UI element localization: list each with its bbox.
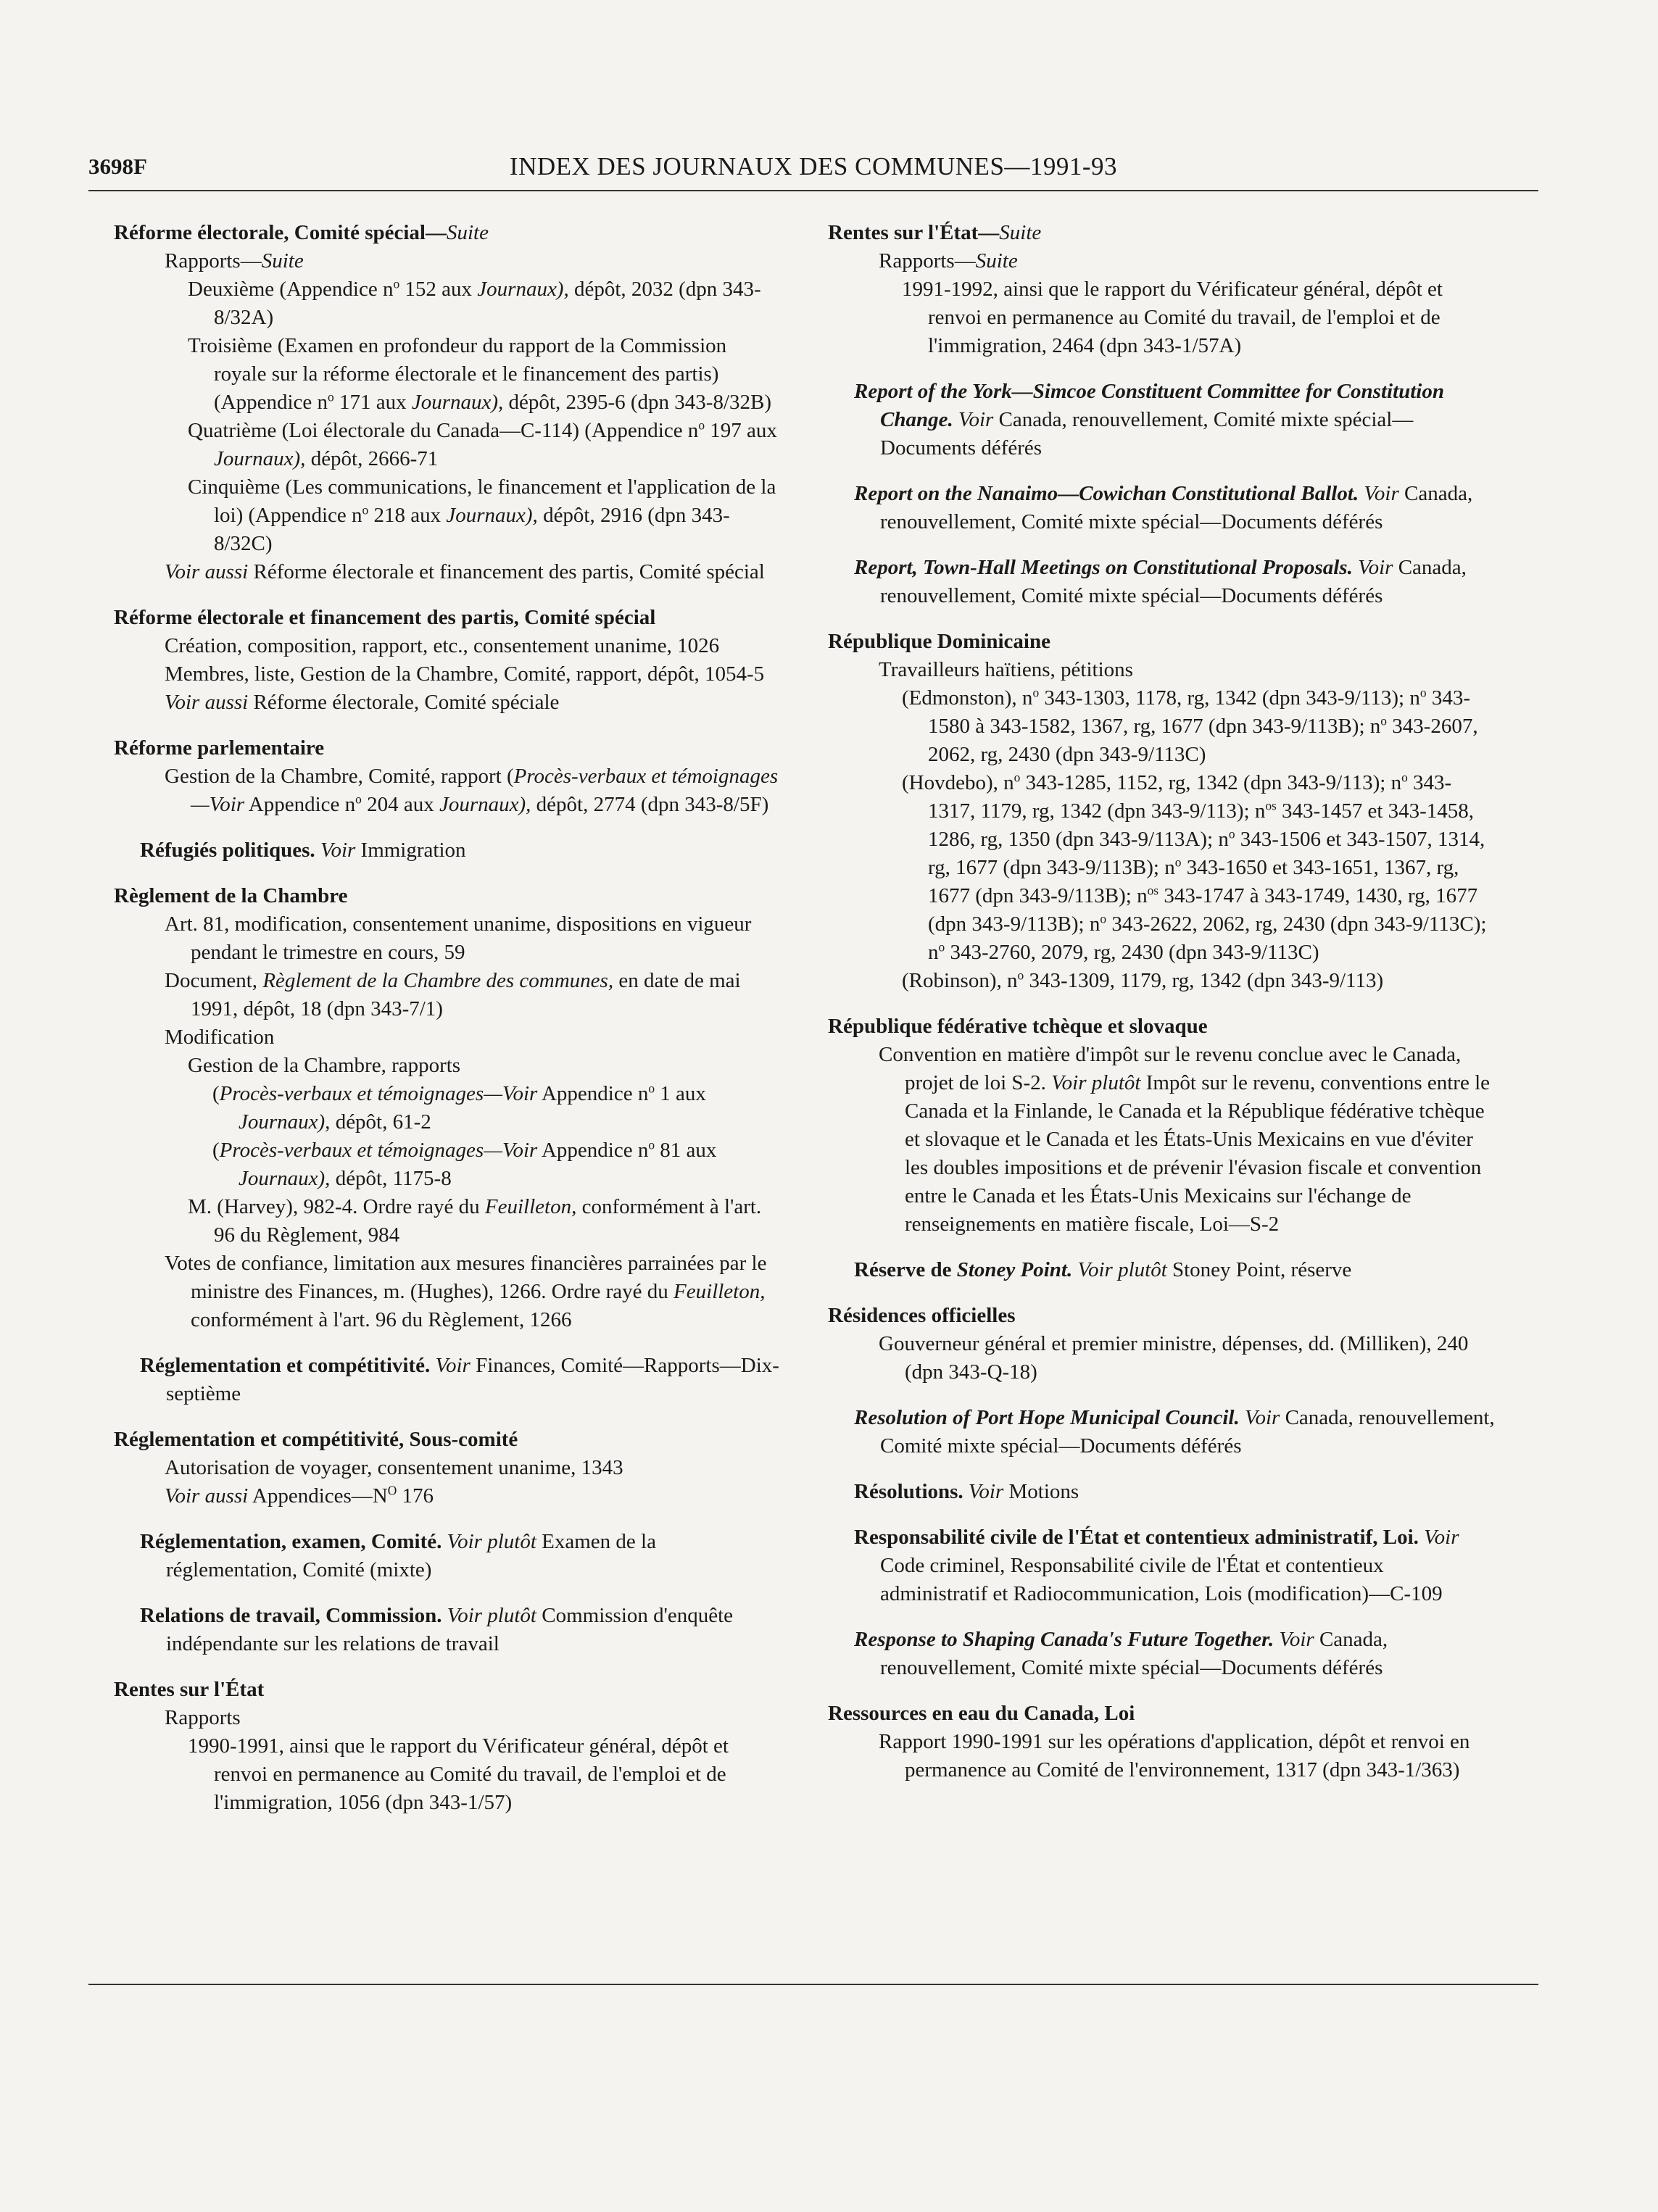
subentry: Rapports (165, 1706, 241, 1729)
entry-heading: Réfugiés politiques. Voir Immigration (140, 839, 466, 862)
index-entry (114, 604, 781, 717)
subentry: Rapports—Suite (879, 249, 1018, 273)
subentry: Gouverneur général et premier ministre, dépenses, dd. (Milliken), 240 (dpn 343-Q-18) (879, 1332, 1469, 1384)
subentry: Modification (165, 1026, 275, 1049)
entry-heading: Responsabilité civile de l'État et contentieux administratif, Loi. Voir Code criminel, Responsabilité civile de l'État et contentieux administratif et Radiocommunication, Lois (modification)—C-109 (854, 1526, 1459, 1605)
index-entry (828, 554, 1495, 610)
entry-heading: Réforme parlementaire (114, 736, 325, 760)
entry-heading: Règlement de la Chambre (114, 884, 348, 907)
index-entry (114, 1676, 781, 1817)
entry-heading: Réglementation et compétitivité. Voir Finances, Comité—Rapports—Dix-septième (140, 1354, 779, 1405)
subentry: Votes de confiance, limitation aux mesures financières parrainées par le ministre des Finances, m. (Hughes), 1266. Ordre rayé du Feuilleton, conformément à l'art. 96 du Règlement, 1266 (165, 1252, 767, 1331)
entry-heading: République fédérative tchèque et slovaque (828, 1015, 1208, 1038)
entry-heading: Réglementation, examen, Comité. Voir plutôt Examen de la réglementation, Comité (mixte) (140, 1530, 656, 1581)
subentry: Membres, liste, Gestion de la Chambre, Comité, rapport, dépôt, 1054-5 (165, 662, 765, 686)
index-entry (114, 734, 781, 819)
subentry: (Robinson), $n^o$ 343-1309, 1179, rg, 1342 (dpn 343-9/113) (902, 968, 1384, 992)
subentry: Rapports—Suite (165, 249, 304, 273)
subentry: (Procès-verbaux et témoignages—Voir Appendice $n^o$ 1 aux Journaux), dépôt, 61-2 (212, 1081, 706, 1134)
index-entry (114, 1352, 781, 1408)
entry-heading: Ressources en eau du Canada, Loi (828, 1702, 1135, 1725)
index-entry (114, 1528, 781, 1584)
footer-rule (88, 1984, 1538, 1985)
page-number: 3698F (88, 154, 147, 179)
index-entry (114, 1602, 781, 1658)
entry-heading: Rentes sur l'État (114, 1678, 265, 1701)
subentry: Travailleurs haïtiens, pétitions (879, 658, 1133, 681)
subentry: Cinquième (Les communications, le financement et l'application de la loi) (Appendice $n^o$ 218 aux Journaux), dépôt, 2916 (dpn 343-8/32C) (188, 475, 776, 555)
cross-reference: Voir aussi $Appendices—N^O$ 176 (165, 1483, 434, 1508)
index-entry (828, 1013, 1495, 1239)
subentry: 1990-1991, ainsi que le rapport du Vérificateur général, dépôt et renvoi en permanence au Comité du travail, de l'emploi et de l'immigration, 1056 (dpn 343-1/57) (188, 1734, 729, 1814)
entry-heading: République Dominicaine (828, 630, 1050, 653)
subentry: Rapport 1990-1991 sur les opérations d'application, dépôt et renvoi en permanence au Comité de l'environnement, 1317 (dpn 343-1/363) (879, 1730, 1470, 1781)
entry-heading: Report on the Nanaimo—Cowichan Constitutional Ballot. Voir Canada, renouvellement, Comité mixte spécial—Documents déférés (854, 482, 1473, 533)
entry-heading: Report, Town-Hall Meetings on Constitutional Proposals. Voir Canada, renouvellement, Comité mixte spécial—Documents déférés (854, 556, 1467, 607)
subentry: Document, Règlement de la Chambre des communes, en date de mai 1991, dépôt, 18 (dpn 343-7/1) (165, 969, 741, 1020)
subentry: M. (Harvey), 982-4. Ordre rayé du Feuilleton, conformément à l'art. 96 du Règlement, 984 (188, 1195, 762, 1247)
index-entry (828, 378, 1495, 462)
index-entry (114, 882, 781, 1334)
subentry: 1991-1992, ainsi que le rapport du Vérificateur général, dépôt et renvoi en permanence au Comité du travail, de l'emploi et de l'immigration, 2464 (dpn 343-1/57A) (902, 278, 1443, 357)
subentry: Convention en matière d'impôt sur le revenu conclue avec le Canada, projet de loi S-2. Voir plutôt Impôt sur le revenu, conventions entre le Canada et la Finlande, le Canada et la République fédérative tchèque et slovaque et le Canada et les États-Unis Mexicains en vue d'éviter les doubles impositions et de prévenir l'évasion fiscale et convention entre le Canada et les États-Unis Mexicains sur l'échange de renseignements en matière fiscale, Loi—S-2 (879, 1043, 1491, 1236)
left-column (114, 219, 781, 1834)
entry-heading: Resolution of Port Hope Municipal Council. Voir Canada, renouvellement, Comité mixte spécial—Documents déférés (854, 1406, 1495, 1458)
index-entry (828, 219, 1495, 360)
index-entry (828, 1523, 1495, 1608)
index-entry (828, 1478, 1495, 1506)
index-entry (828, 1700, 1495, 1784)
subentry: (Hovdebo), $n^o$ 343-1285, 1152, rg, 1342 (dpn 343-9/113); $n^o$ 343-1317, 1179, rg, 1342 (dpn 343-9/113); $n^{os}$ 343-1457 et 343-1458, 1286, rg, 1350 (dpn 343-9/113A); $n^o$ 343-1506 et 343-1507, 1314, rg, 1677 (dpn 343-9/113B); $n^o$ 343-1650 et 343-1651, 1367, rg, 1677 (dpn 343-9/113B); $n^{os}$ 343-1747 à 343-1749, 1430, rg, 1677 (dpn 343-9/113B); $n^o$ 343-2622, 2062, rg, 2430 (dpn 343-9/113C); $n^o$ 343-2760, 2079, rg, 2430 (dpn 343-9/113C) (902, 770, 1487, 964)
subentry: (Procès-verbaux et témoignages—Voir Appendice $n^o$ 81 aux Journaux), dépôt, 1175-8 (212, 1137, 717, 1190)
entry-heading: Report of the York—Simcoe Constituent Committee for Constitution Change. Voir Canada, renouvellement, Comité mixte spécial—Documents déférés (854, 380, 1444, 460)
entry-heading: Réglementation et compétitivité, Sous-comité (114, 1428, 518, 1451)
subentry: Art. 81, modification, consentement unanime, dispositions en vigueur pendant le trimestre en cours, 59 (165, 912, 752, 964)
entry-heading: Résolutions. Voir Motions (854, 1480, 1079, 1503)
subentry: Gestion de la Chambre, rapports (188, 1054, 461, 1077)
entry-heading: Réforme électorale, Comité spécial—Suite (114, 221, 489, 244)
right-column (828, 219, 1495, 1802)
subentry: Troisième (Examen en profondeur du rapport de la Commission royale sur la réforme électorale et le financement des partis) (Appendice $n^o$ 171 aux Journaux), dépôt, 2395-6 (dpn 343-8/32B) (188, 334, 772, 414)
subentry: Quatrième (Loi électorale du Canada—C-114) (Appendice $n^o$ 197 aux Journaux), dépôt, 2666-71 (188, 417, 777, 470)
cross-reference: Voir aussi Réforme électorale, Comité spéciale (165, 691, 560, 714)
entry-heading: Rentes sur l'État—Suite (828, 221, 1042, 244)
subentry: Autorisation de voyager, consentement unanime, 1343 (165, 1456, 623, 1479)
subentry: (Edmonston), $n^o$ 343-1303, 1178, rg, 1342 (dpn 343-9/113); $n^o$ 343-1580 à 343-1582, 1367, rg, 1677 (dpn 343-9/113B); $n^o$ 343-2607, 2062, rg, 2430 (dpn 343-9/113C) (902, 685, 1478, 766)
index-entry (828, 480, 1495, 536)
index-entry (828, 1404, 1495, 1460)
entry-heading: Relations de travail, Commission. Voir plutôt Commission d'enquête indépendante sur les relations de travail (140, 1604, 734, 1655)
index-entry (828, 1256, 1495, 1284)
entry-heading: Response to Shaping Canada's Future Together. Voir Canada, renouvellement, Comité mixte spécial—Documents déférés (854, 1628, 1388, 1679)
subentry: Création, composition, rapport, etc., consentement unanime, 1026 (165, 634, 720, 657)
index-entry (114, 219, 781, 586)
page-header (88, 145, 1538, 188)
index-entry (828, 1302, 1495, 1386)
index-entry (114, 1426, 781, 1510)
index-entry (114, 836, 781, 865)
subentry: Gestion de la Chambre, Comité, rapport (Procès-verbaux et témoignages—Voir Appendice $n^o$ 204 aux Journaux), dépôt, 2774 (dpn 343-8/5F) (165, 765, 779, 816)
index-entry (828, 628, 1495, 995)
entry-heading: Réforme électorale et financement des partis, Comité spécial (114, 606, 656, 629)
running-title: INDEX DES JOURNAUX DES COMMUNES—1991-93 (509, 152, 1118, 180)
index-entry (828, 1626, 1495, 1682)
cross-reference: Voir aussi Réforme électorale et financement des partis, Comité spécial (165, 560, 765, 583)
entry-heading: Résidences officielles (828, 1304, 1016, 1327)
header-rule (88, 190, 1538, 191)
subentry: Deuxième (Appendice $n^o$ 152 aux Journaux), dépôt, 2032 (dpn 343-8/32A) (188, 276, 761, 329)
entry-heading: Réserve de Stoney Point. Voir plutôt Stoney Point, réserve (854, 1258, 1352, 1281)
